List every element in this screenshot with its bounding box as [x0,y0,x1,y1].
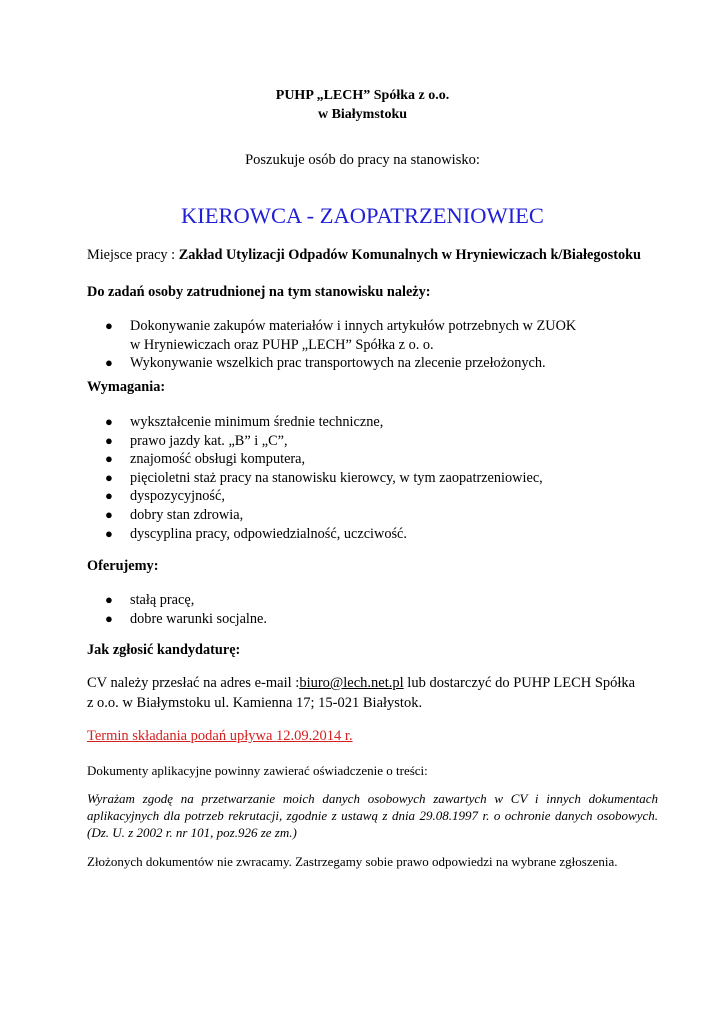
requirement-text: wykształcenie minimum średnie techniczne, [130,414,384,430]
offer-text: dobre warunki socjalne. [130,610,267,627]
apply-text-before: CV należy przesłać na adres e-mail : [87,675,300,691]
consent-clause: Wyrażam zgodę na przetwarzanie moich danych osobowych zawartych w CV i innych dokumentach aplikacyjnych dla potrzeb rekrutacji, zgodnie z ustawą z dnia 29.08.1997 r. o ochronie danych osobowych. (Dz. U. z 2002 r. nr 101, poz.926 ze zm.) [87,791,658,840]
apply-heading: Jak zgłosić kandydaturę: [87,642,241,658]
requirements-heading: Wymagania: [87,379,166,395]
list-item [87,487,543,506]
requirement-text: dyscyplina pracy, odpowiedzialność, uczciwość. [130,525,407,542]
apply-line-2: z o.o. w Białymstoku ul. Kamienna 17; 15-021 Białystok. [87,694,423,711]
duty-text: Dokonywanie zakupów materiałów i innych artykułów potrzebnych w ZUOK w Hryniewiczach oraz PUHP „LECH” Spółka z o. o. [130,318,577,353]
bullet-icon: ● [105,525,113,541]
documents-note: Dokumenty aplikacyjne powinny zawierać oświadczenie o treści: [87,763,428,778]
bullet-icon: ● [105,414,113,429]
list-item [87,610,267,629]
workplace-line [87,246,641,265]
company-city: w Białymstoku [317,107,408,122]
bullet-icon: ● [105,610,113,626]
apply-line-1 [87,674,635,694]
bullet-icon: ● [105,592,113,607]
requirement-text: prawo jazdy kat. „B” i „C”, [130,432,288,449]
requirement-text: znajomość obsługi komputera, [130,451,306,468]
bullet-icon: ● [105,488,113,504]
list-item [87,432,543,451]
requirement-text: pięcioletni staż pracy na stanowisku kierowcy, w tym zaopatrzeniowiec, [130,469,543,486]
email-link[interactable]: biuro@lech.net.pl [299,675,404,691]
duties-list [87,317,576,373]
offer-list [87,591,267,628]
bullet-icon: ● [105,469,113,485]
footer-note: Złożonych dokumentów nie zwracamy. Zastrzegamy sobie prawo odpowiedzi na wybrane zgłoszenia. [87,854,618,869]
requirement-text: dobry stan zdrowia, [130,506,244,523]
job-title: KIEROWCA - ZAOPATRZENIOWIEC [181,203,544,228]
bullet-icon: ● [105,432,113,448]
bullet-icon: ● [105,355,113,371]
company-header [0,86,725,124]
duties-heading: Do zadań osoby zatrudnionej na tym stanowisku należy: [87,284,431,300]
list-item [87,450,543,469]
intro-text: Poszukuje osób do pracy na stanowisko: [245,152,480,168]
bullet-icon: ● [105,318,113,333]
requirements-list [87,413,543,543]
list-item [87,317,576,354]
duty-text: Wykonywanie wszelkich prac transportowych na zlecenie przełożonych. [130,355,546,372]
list-item [87,591,267,610]
apply-text-after: lub dostarczyć do PUHP LECH Spółka [403,675,636,691]
list-item [87,506,543,525]
list-item [87,354,576,373]
apply-instructions [87,674,635,713]
list-item [87,413,543,432]
offer-heading: Oferujemy: [87,558,159,574]
workplace-value: Zakład Utylizacji Odpadów Komunalnych w Hryniewiczach k/Białegostoku [178,247,642,263]
company-name: PUHP „LECH” Spółka z o.o. [275,88,450,103]
offer-text: stałą pracę, [130,592,195,608]
bullet-icon: ● [105,451,113,467]
list-item [87,469,543,488]
list-item [87,525,543,544]
requirement-text: dyspozycyjność, [130,488,225,505]
workplace-label: Miejsce pracy : [87,247,179,263]
bullet-icon: ● [105,506,113,522]
deadline-notice: Termin składania podań upływa 12.09.2014 r. [87,728,353,744]
